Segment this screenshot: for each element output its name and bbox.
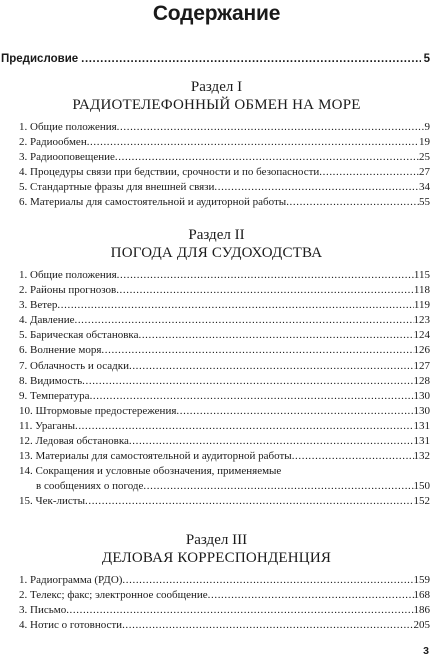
toc-entry[interactable] bbox=[19, 195, 430, 210]
toc-entry-page: 168 bbox=[413, 589, 430, 602]
dot-leader bbox=[85, 494, 414, 509]
section-title: РАДИОТЕЛЕФОННЫЙ ОБМЕН НА МОРЕ bbox=[72, 97, 361, 113]
dot-leader bbox=[143, 479, 413, 494]
toc-entry[interactable] bbox=[19, 588, 430, 603]
toc-list bbox=[0, 268, 433, 510]
toc-entry-page: 124 bbox=[413, 329, 430, 342]
toc-entry-page: 118 bbox=[413, 284, 430, 297]
dot-leader bbox=[87, 135, 419, 150]
toc-entry[interactable] bbox=[19, 618, 430, 633]
toc-entry[interactable] bbox=[19, 180, 430, 195]
toc-entry[interactable] bbox=[19, 434, 430, 449]
section-label: Раздел I bbox=[190, 79, 243, 95]
toc-entry[interactable] bbox=[19, 150, 430, 165]
dot-leader bbox=[122, 618, 413, 633]
toc-entry[interactable] bbox=[19, 165, 430, 180]
toc-list bbox=[0, 120, 433, 211]
toc-entry-title: 11. Ураганы bbox=[19, 419, 75, 432]
toc-entry-page: 130 bbox=[413, 404, 430, 417]
preface-entry[interactable] bbox=[1, 52, 430, 66]
toc-entry-title: 3. Ветер bbox=[19, 299, 58, 312]
toc-entry-title: 1. Общие положения bbox=[19, 269, 117, 281]
section-title: ПОГОДА ДЛЯ СУДОХОДСТВА bbox=[110, 245, 323, 261]
page-number: 3 bbox=[423, 645, 429, 657]
toc-entry-title: 4. Нотис о готовности bbox=[19, 619, 123, 632]
toc-entry-title: 2. Районы прогнозов bbox=[19, 284, 117, 297]
toc-entry-title-continued: в сообщениях о погоде bbox=[36, 480, 144, 493]
dot-leader bbox=[74, 313, 413, 328]
toc-entry[interactable] bbox=[19, 449, 430, 464]
dot-leader bbox=[75, 419, 414, 434]
toc-entry-page: 126 bbox=[413, 344, 430, 357]
toc-entry-title: 3. Радиооповещение bbox=[19, 151, 115, 164]
toc-entry-page: 131 bbox=[413, 435, 430, 448]
toc-entry[interactable] bbox=[19, 404, 430, 419]
page-title: Содержание bbox=[152, 2, 281, 25]
toc-entry-title: 1. Общие положения bbox=[19, 121, 117, 133]
dot-leader bbox=[101, 343, 413, 358]
toc-entry-page: 132 bbox=[413, 450, 430, 463]
toc-entry-page: 123 bbox=[413, 314, 430, 327]
section-2 bbox=[0, 227, 433, 510]
toc-entry[interactable] bbox=[19, 464, 430, 494]
preface-page: 5 bbox=[423, 53, 430, 65]
dot-leader bbox=[176, 404, 413, 419]
toc-entry[interactable] bbox=[19, 313, 430, 328]
dot-leader bbox=[129, 359, 414, 374]
toc-list bbox=[0, 573, 433, 633]
section-1 bbox=[0, 79, 433, 211]
dot-leader bbox=[82, 374, 413, 389]
toc-entry-title: 8. Видимость bbox=[19, 374, 83, 387]
toc-entry-page: 119 bbox=[413, 299, 430, 312]
toc-entry[interactable] bbox=[19, 603, 430, 618]
toc-entry-title: 9. Температура bbox=[19, 389, 90, 402]
toc-entry-title: 4. Процедуры связи при бедствии, срочности и по безопасности bbox=[19, 166, 320, 179]
toc-entry-page: 19 bbox=[419, 136, 430, 149]
toc-entry-title: 6. Волнение моря bbox=[19, 344, 102, 357]
section-label: Раздел II bbox=[188, 227, 245, 243]
dot-leader bbox=[117, 268, 414, 283]
toc-entry-title: 12. Ледовая обстановка bbox=[19, 435, 129, 448]
toc-entry-page: 150 bbox=[413, 480, 430, 493]
toc-entry-page: 55 bbox=[419, 196, 430, 209]
dot-leader bbox=[90, 389, 414, 404]
toc-entry[interactable] bbox=[19, 268, 430, 283]
toc-entry[interactable] bbox=[19, 283, 430, 298]
toc-entry-page: 186 bbox=[413, 604, 430, 617]
toc-entry-page: 34 bbox=[419, 181, 430, 194]
toc-entry[interactable] bbox=[19, 494, 430, 509]
toc-entry-page: 159 bbox=[413, 574, 430, 586]
dot-leader bbox=[66, 603, 413, 618]
toc-entry[interactable] bbox=[19, 343, 430, 358]
toc-entry[interactable] bbox=[19, 374, 430, 389]
dot-leader bbox=[116, 283, 414, 298]
toc-entry-title: 10. Штормовые предостережения bbox=[19, 404, 177, 417]
toc-entry-page: 128 bbox=[413, 374, 430, 387]
dot-leader bbox=[57, 298, 413, 313]
toc-entry-title: 5. Стандартные фразы для внешней связи bbox=[19, 181, 215, 194]
toc-entry-title: 4. Давление bbox=[19, 314, 75, 327]
toc-entry-page: 27 bbox=[419, 166, 430, 179]
toc-entry-page: 152 bbox=[413, 495, 430, 508]
dot-leader bbox=[286, 195, 419, 210]
dot-leader bbox=[129, 434, 414, 449]
toc-entry-page: 25 bbox=[419, 151, 430, 164]
toc-entry[interactable] bbox=[19, 120, 430, 135]
section-3 bbox=[0, 532, 433, 633]
preface-title: Предисловие bbox=[1, 53, 79, 65]
dot-leader bbox=[117, 120, 425, 135]
section-title: ДЕЛОВАЯ КОРРЕСПОНДЕНЦИЯ bbox=[101, 550, 332, 566]
section-label: Раздел III bbox=[185, 532, 248, 548]
toc-entry[interactable] bbox=[19, 298, 430, 313]
dot-leader bbox=[81, 52, 420, 66]
dot-leader bbox=[208, 588, 414, 603]
dot-leader bbox=[115, 150, 419, 165]
toc-entry-page: 131 bbox=[413, 419, 430, 432]
dot-leader bbox=[122, 573, 413, 588]
toc-entry[interactable] bbox=[19, 328, 430, 343]
toc-entry[interactable] bbox=[19, 359, 430, 374]
toc-entry-title: 15. Чек-листы bbox=[19, 495, 85, 508]
toc-entry-title: 7. Облачность и осадки bbox=[19, 359, 129, 372]
toc-entry-title: 2. Телекс; факс; электронное сообщение bbox=[19, 589, 208, 602]
toc-entry-title: 5. Барическая обстановка bbox=[19, 329, 139, 342]
toc-entry-title: 6. Материалы для самостоятельной и аудиторной работы bbox=[19, 196, 287, 209]
dot-leader bbox=[292, 449, 414, 464]
toc-entry-title: 2. Радиообмен bbox=[19, 136, 87, 149]
toc-entry-page: 9 bbox=[424, 121, 430, 133]
toc-entry[interactable] bbox=[19, 135, 430, 150]
toc-entry-page: 130 bbox=[413, 389, 430, 402]
toc-entry[interactable] bbox=[19, 419, 430, 434]
toc-entry-page: 205 bbox=[413, 619, 430, 632]
toc-entry[interactable] bbox=[19, 573, 430, 588]
toc-entry-title: 1. Радиограмма (РДО) bbox=[19, 574, 123, 586]
toc-entry-page: 127 bbox=[413, 359, 430, 372]
toc-entry-title: 13. Материалы для самостоятельной и аудиторной работы bbox=[19, 450, 292, 463]
toc-entry[interactable] bbox=[19, 389, 430, 404]
toc-entry-title: 14. Сокращения и условные обозначения, применяемые bbox=[19, 465, 282, 478]
dot-leader bbox=[138, 328, 413, 343]
toc-entry-page: 115 bbox=[413, 269, 430, 281]
toc-entry-title: 3. Письмо bbox=[19, 604, 67, 617]
dot-leader bbox=[214, 180, 419, 195]
dot-leader bbox=[319, 165, 419, 180]
